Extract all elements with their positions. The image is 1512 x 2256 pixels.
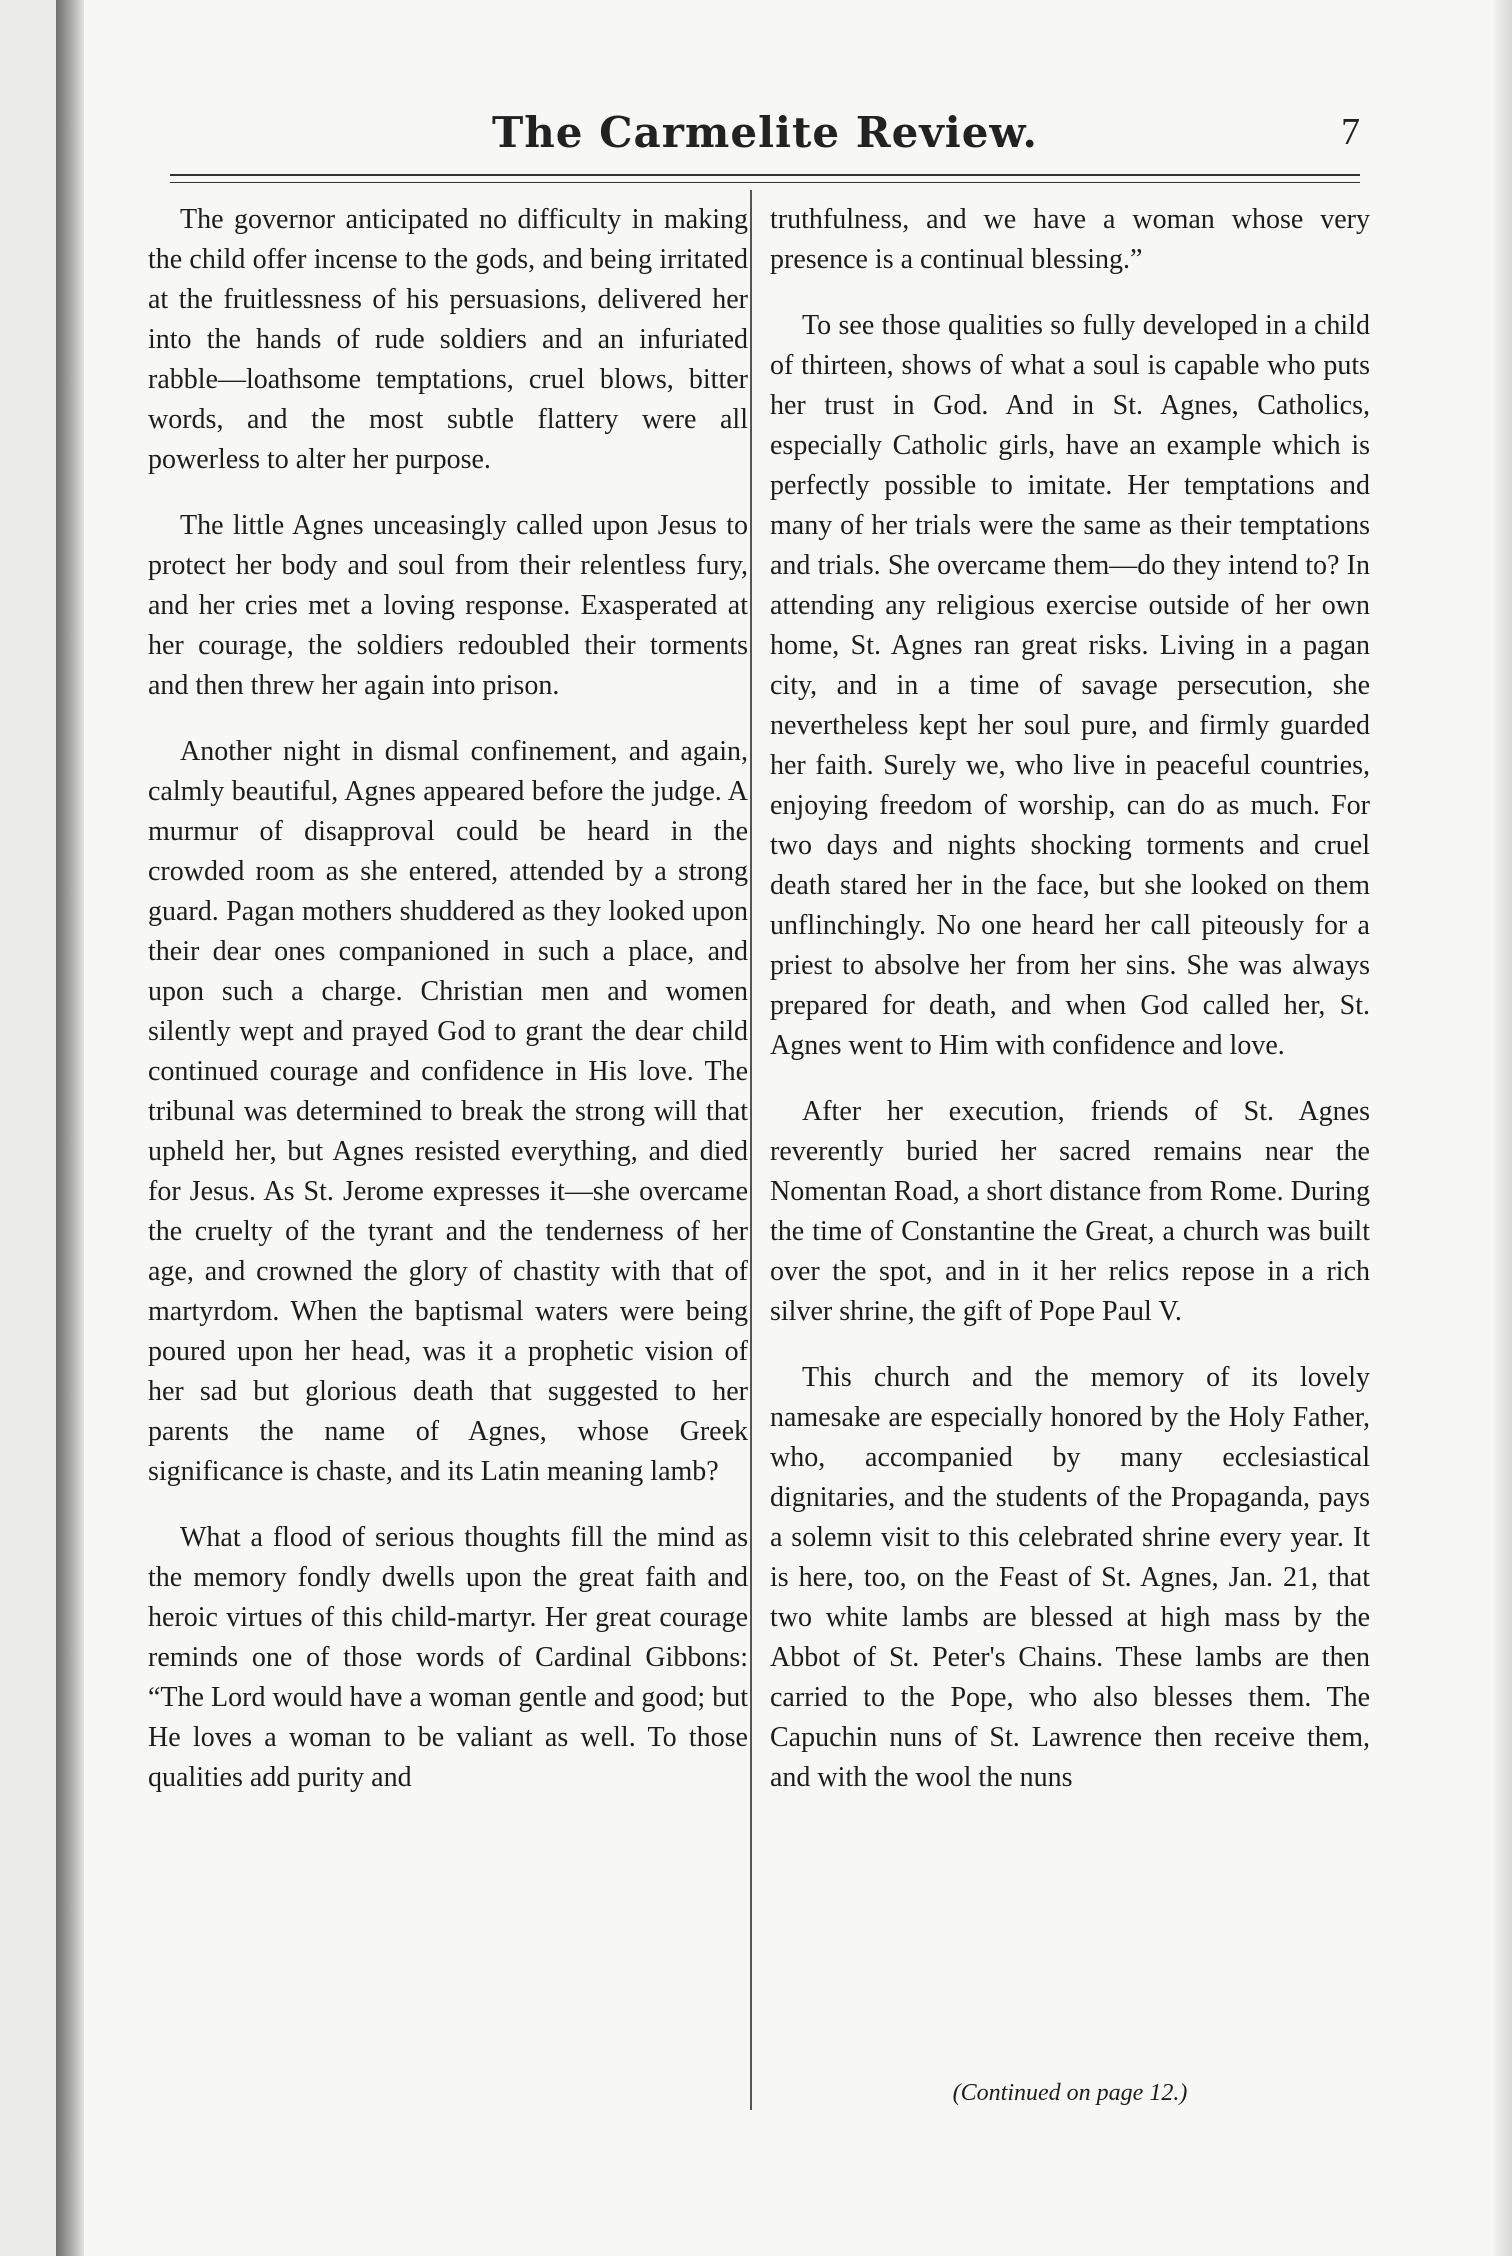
- paragraph: truthfulness, and we have a woman whose very presence is a continual blessing.”: [770, 204, 1370, 275]
- right-column: [770, 200, 1370, 1824]
- scan-margin: [0, 0, 56, 2256]
- continuation-note: (Continued on page 12.): [952, 2080, 1188, 2106]
- paragraph: The little Agnes unceasingly called upon Jesus to protect her body and soul from their relentless fury, and her cries met a loving response. Exasperated at her courage, the soldiers redoubled their torments and then threw her again into prison.: [148, 510, 748, 701]
- book-spine-shadow: [56, 0, 84, 2256]
- paragraph: This church and the memory of its lovely namesake are especially honored by the Holy Father, who, accompanied by many ecclesiastical dignitaries, and the students of the Propaganda, pays a solemn visit to this celebrated shrine every year. It is here, too, on the Feast of St. Agnes, Jan. 21, that two white lambs are blessed at high mass by the Abbot of St. Peter's Chains. These lambs are then carried to the Pope, who also blesses them. The Capuchin nuns of St. Lawrence then receive them, and with the wool the nuns: [770, 1362, 1370, 1793]
- paragraph: After her execution, friends of St. Agnes reverently buried her sacred remains near the Nomentan Road, a short distance from Rome. During the time of Constantine the Great, a church was built over the spot, and in it her relics repose in a rich silver shrine, the gift of Pope Paul V.: [770, 1096, 1370, 1327]
- header-rule-top: [170, 174, 1360, 176]
- header-rule-bottom: [170, 182, 1360, 183]
- paragraph: The governor anticipated no difficulty in making the child offer incense to the gods, and being irritated at the fruitlessness of his persuasions, delivered her into the hands of rude soldiers and an infuriated rabble—loathsome temptations, cruel blows, bitter words, and the most subtle flattery were all powerless to alter her purpose.: [148, 204, 748, 475]
- paragraph: To see those qualities so fully developed in a child of thirteen, shows of what a soul is capable who puts her trust in God. And in St. Agnes, Catholics, especially Catholic girls, have an example which is perfectly possible to imitate. Her temptations and many of her trials were the same as their temptations and trials. She overcame them—do they intend to? In attending any religious exercise outside of her own home, St. Agnes ran great risks. Living in a pagan city, and in a time of savage persecution, she nevertheless kept her soul pure, and firmly guarded her faith. Surely we, who live in peaceful countries, enjoying freedom of worship, can do as much. For two days and nights shocking torments and cruel death stared her in the face, but she looked on them unflinchingly. No one heard her call piteously for a priest to absolve her from her sins. She was always prepared for death, and when God called her, St. Agnes went to Him with confidence and love.: [770, 310, 1370, 1061]
- paragraph: What a flood of serious thoughts fill the mind as the memory fondly dwells upon the great faith and heroic virtues of this child-martyr. Her great courage reminds one of those words of Cardinal Gibbons: “The Lord would have a woman gentle and good; but He loves a woman to be valiant as well. To those qualities add purity and: [148, 1522, 748, 1793]
- running-header: [170, 108, 1360, 168]
- journal-title: The Carmelite Review.: [492, 108, 1038, 157]
- page-edge: [1494, 0, 1512, 2256]
- left-column: [148, 200, 748, 1824]
- paragraph: Another night in dismal confinement, and again, calmly beautiful, Agnes appeared before the judge. A murmur of disapproval could be heard in the crowded room as she entered, attended by a strong guard. Pagan mothers shuddered as they looked upon their dear ones companioned in such a place, and upon such a charge. Christian men and women silently wept and prayed God to grant the dear child continued courage and confidence in His love. The tribunal was determined to break the strong will that upheld her, but Agnes resisted everything, and died for Jesus. As St. Jerome expresses it—she overcame the cruelty of the tyrant and the tenderness of her age, and crowned the glory of chastity with that of martyrdom. When the baptismal waters were being poured upon her head, was it a prophetic vision of her sad but glorious death that suggested to her parents the name of Agnes, whose Greek significance is chaste, and its Latin meaning lamb?: [148, 736, 748, 1487]
- column-divider: [750, 190, 752, 2110]
- page-number: 7: [1341, 111, 1360, 153]
